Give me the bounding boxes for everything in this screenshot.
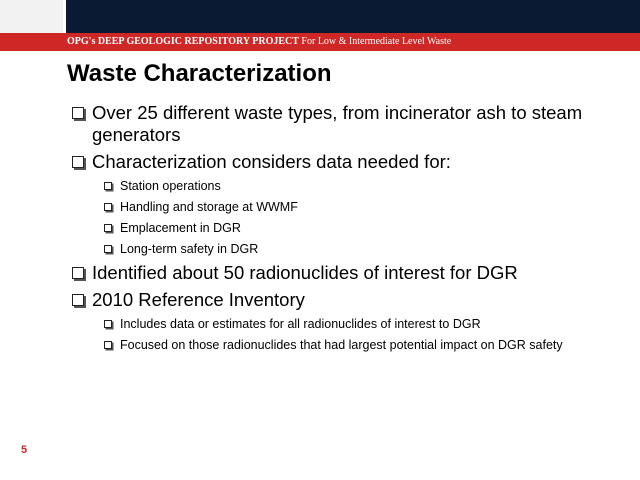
sub-bullet-text: Station operations [120,179,221,193]
checkbox-bullet-icon [104,203,112,211]
checkbox-bullet-icon [72,267,84,279]
top-header-band [0,0,640,33]
checkbox-bullet-icon [72,294,84,306]
checkbox-bullet-icon [72,156,84,168]
bullet-item [72,289,617,311]
sub-bullet-item [104,241,617,257]
checkbox-bullet-icon [104,341,112,349]
checkbox-bullet-icon [104,182,112,190]
sub-bullet-text: Focused on those radionuclides that had largest potential impact on DGR safety [120,338,563,352]
sub-bullet-text: Long-term safety in DGR [120,242,259,256]
sub-bullet-text: Includes data or estimates for all radionuclides of interest to DGR [120,317,481,331]
header-org: OPG's DEEP GEOLOGIC REPOSITORY PROJECT [67,36,299,47]
header-dark-block [66,0,640,33]
checkbox-bullet-icon [104,224,112,232]
header-band-text [67,34,451,50]
sub-bullet-item [104,337,617,353]
bullet-list [72,102,617,358]
sub-bullet-item [104,199,617,215]
checkbox-bullet-icon [72,107,84,119]
sub-bullet-item [104,178,617,194]
sub-bullet-text: Emplacement in DGR [120,221,241,235]
bullet-text: 2010 Reference Inventory [92,289,305,310]
bullet-item [72,262,617,284]
checkbox-bullet-icon [104,320,112,328]
checkbox-bullet-icon [104,245,112,253]
bullet-item [72,151,617,173]
sub-bullet-text: Handling and storage at WWMF [120,200,298,214]
header-subtitle: For Low & Intermediate Level Waste [301,36,452,47]
bullet-text: Over 25 different waste types, from incinerator ash to steam generators [92,102,583,145]
sub-bullet-item [104,316,617,332]
page-number: 5 [21,444,28,456]
slide-title: Waste Characterization [67,60,332,87]
bullet-text: Identified about 50 radionuclides of interest for DGR [92,262,518,283]
bullet-item [72,102,617,146]
header-light-block [0,0,63,33]
sub-bullet-item [104,220,617,236]
bullet-text: Characterization considers data needed for: [92,151,451,172]
